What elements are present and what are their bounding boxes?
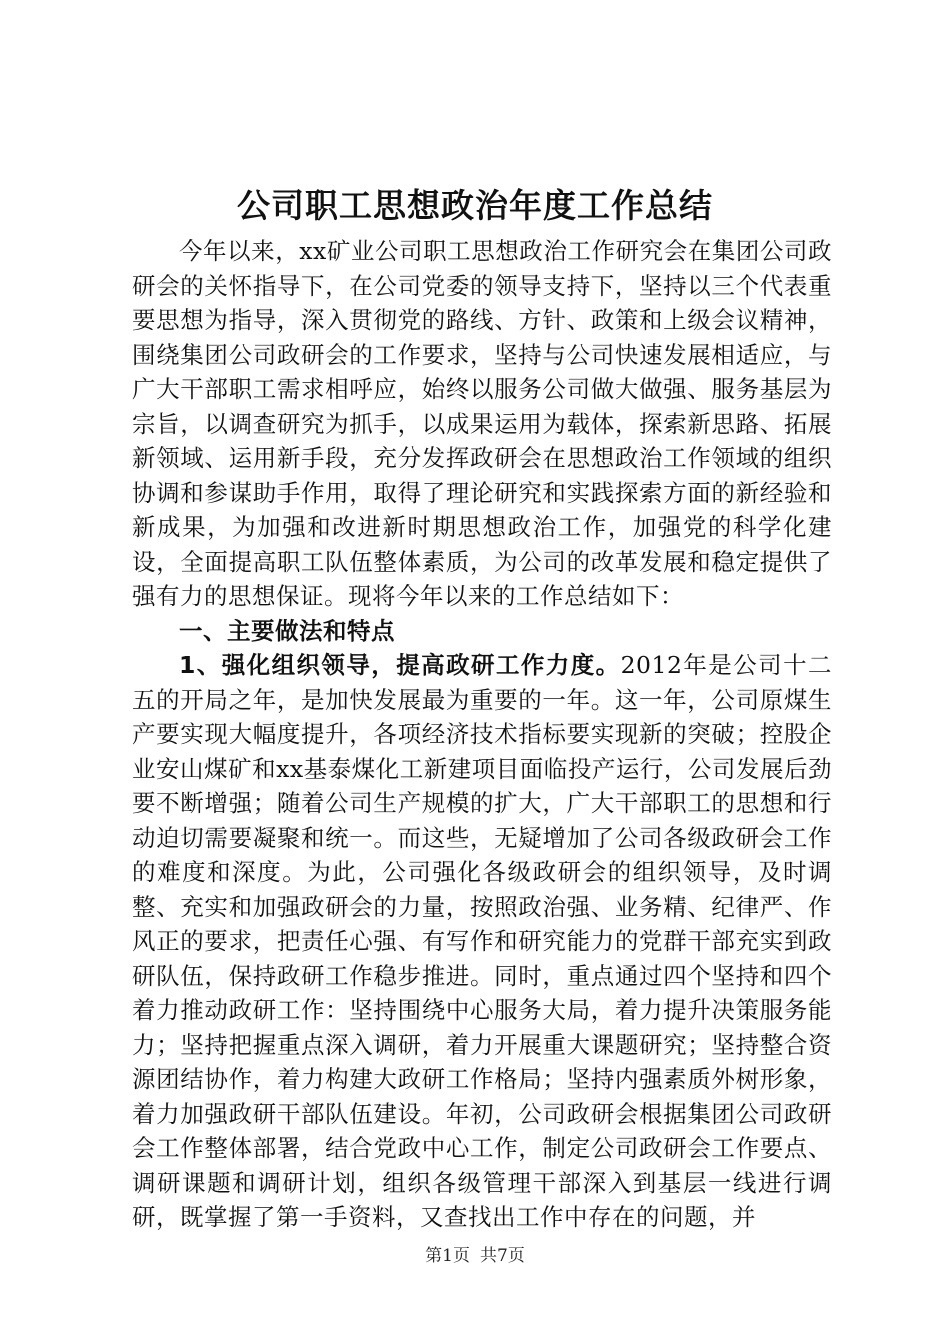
- document-title: 公司职工思想政治年度工作总结: [237, 186, 713, 225]
- section-heading: 一、主要做法和特点: [179, 616, 395, 645]
- page-number-total: 共7页: [480, 1246, 525, 1266]
- page-number-current: 第1页: [425, 1246, 470, 1266]
- item1-lead: 1、强化组织领导，提高政研工作力度。: [179, 651, 621, 679]
- page-footer: [0, 1244, 950, 1268]
- document-body: [132, 234, 832, 1235]
- intro-paragraph: 今年以来，xx矿业公司职工思想政治工作研究会在集团公司政研会的关怀指导下，在公司党委的领导支持下，坚持以三个代表重要思想为指导，深入贯彻党的路线、方针、政策和上级会议精神，围绕集团公司政研会的工作要求，坚持与公司快速发展相适应，与广大干部职工需求相呼应，始终以服务公司做大做强、服务基层为宗旨，以调查研究为抓手，以成果运用为载体，探索新思路、拓展新领域、运用新手段，充分发挥政研会在思想政治工作领域的组织协调和参谋助手作用，取得了理论研究和实践探索方面的新经验和新成果，为加强和改进新时期思想政治工作，加强党的科学化建设，全面提高职工队伍整体素质，为公司的改革发展和稳定提供了强有力的思想保证。现将今年以来的工作总结如下：: [132, 237, 832, 610]
- item1-text: 2012年是公司十二五的开局之年，是加快发展最为重要的一年。这一年，公司原煤生产要实现大幅度提升，各项经济技术指标要实现新的突破；控股企业安山煤矿和xx基泰煤化工新建项目面临投产运行，公司发展后劲要不断增强；随着公司生产规模的扩大，广大干部职工的思想和行动迫切需要凝聚和统一。而这些，无疑增加了公司各级政研会工作的难度和深度。为此，公司强化各级政研会的组织领导，及时调整、充实和加强政研会的力量，按照政治强、业务精、纪律严、作风正的要求，把责任心强、有写作和研究能力的党群干部充实到政研队伍，保持政研工作稳步推进。同时，重点通过四个坚持和四个着力推动政研工作：坚持围绕中心服务大局，着力提升决策服务能力；坚持把握重点深入调研，着力开展重大课题研究；坚持整合资源团结协作，着力构建大政研工作格局；坚持内强素质外树形象，着力加强政研干部队伍建设。年初，公司政研会根据集团公司政研会工作整体部署，结合党政中心工作，制定公司政研会工作要点、调研课题和调研计划，组织各级管理干部深入到基层一线进行调研，既掌握了第一手资料，又查找出工作中存在的问题，并: [132, 651, 832, 1231]
- item1-paragraph: [132, 648, 832, 1235]
